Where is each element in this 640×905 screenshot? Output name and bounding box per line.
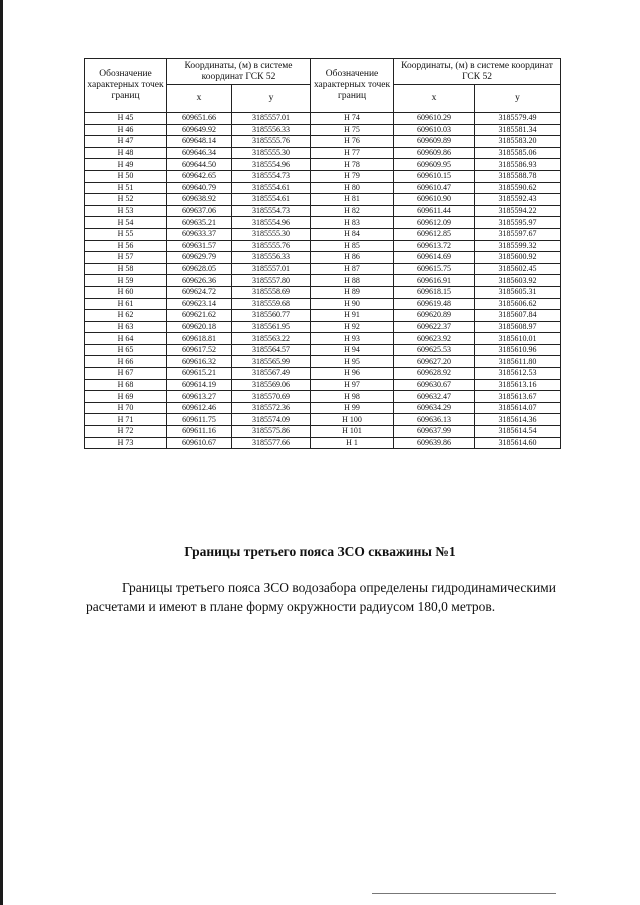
y-coordinate-cell: 3185614.36 [475, 414, 561, 426]
y-coordinate-cell: 3185613.16 [475, 379, 561, 391]
x-coordinate-cell: 609616.91 [394, 275, 475, 287]
table-row [85, 414, 561, 426]
point-column-header: Обозначение характерных точек границ [311, 59, 394, 113]
y-coordinate-cell: 3185585.06 [475, 147, 561, 159]
table-row [85, 217, 561, 229]
x-coordinate-cell: 609619.48 [394, 298, 475, 310]
y-coordinate-cell: 3185590.62 [475, 182, 561, 194]
table-row [85, 286, 561, 298]
y-coordinate-cell: 3185581.34 [475, 124, 561, 136]
point-id-cell: Н 100 [311, 414, 394, 426]
y-coordinate-cell: 3185555.76 [232, 240, 311, 252]
point-id-cell: Н 68 [85, 379, 167, 391]
y-coordinate-cell: 3185561.95 [232, 321, 311, 333]
point-id-cell: Н 101 [311, 426, 394, 438]
y-coordinate-cell: 3185613.67 [475, 391, 561, 403]
table-row [85, 368, 561, 380]
point-id-cell: Н 61 [85, 298, 167, 310]
point-id-cell: Н 82 [311, 205, 394, 217]
table-row [85, 356, 561, 368]
x-coordinate-cell: 609610.29 [394, 113, 475, 125]
y-coordinate-cell: 3185554.96 [232, 217, 311, 229]
x-coordinate-cell: 609614.19 [167, 379, 232, 391]
point-id-cell: Н 65 [85, 344, 167, 356]
point-id-cell: Н 99 [311, 402, 394, 414]
y-coordinate-cell: 3185603.92 [475, 275, 561, 287]
point-id-cell: Н 96 [311, 368, 394, 380]
point-id-cell: Н 75 [311, 124, 394, 136]
point-id-cell: Н 70 [85, 402, 167, 414]
coords-column-header: Координаты, (м) в системе координат ГСК 52 [167, 59, 311, 85]
table-row [85, 205, 561, 217]
y-coordinate-cell: 3185565.99 [232, 356, 311, 368]
coordinates-table-body [85, 113, 561, 449]
y-coordinate-cell: 3185554.73 [232, 170, 311, 182]
table-row [85, 402, 561, 414]
table-row [85, 170, 561, 182]
y-column-header: y [475, 85, 561, 113]
x-column-header: x [394, 85, 475, 113]
x-coordinate-cell: 609630.67 [394, 379, 475, 391]
x-coordinate-cell: 609620.89 [394, 310, 475, 322]
point-id-cell: Н 47 [85, 136, 167, 148]
y-coordinate-cell: 3185556.33 [232, 124, 311, 136]
table-row [85, 298, 561, 310]
point-id-cell: Н 49 [85, 159, 167, 171]
point-id-cell: Н 64 [85, 333, 167, 345]
table-row [85, 379, 561, 391]
point-id-cell: Н 58 [85, 263, 167, 275]
y-coordinate-cell: 3185559.68 [232, 298, 311, 310]
y-coordinate-cell: 3185608.97 [475, 321, 561, 333]
table-row [85, 194, 561, 206]
x-coordinate-cell: 609636.13 [394, 414, 475, 426]
x-coordinate-cell: 609642.65 [167, 170, 232, 182]
x-coordinate-cell: 609618.15 [394, 286, 475, 298]
x-coordinate-cell: 609648.14 [167, 136, 232, 148]
y-coordinate-cell: 3185614.54 [475, 426, 561, 438]
coordinates-table [84, 58, 561, 449]
y-coordinate-cell: 3185558.69 [232, 286, 311, 298]
x-coordinate-cell: 609627.20 [394, 356, 475, 368]
table-row [85, 426, 561, 438]
y-coordinate-cell: 3185570.69 [232, 391, 311, 403]
x-coordinate-cell: 609646.34 [167, 147, 232, 159]
x-coordinate-cell: 609629.79 [167, 252, 232, 264]
point-id-cell: Н 45 [85, 113, 167, 125]
point-id-cell: Н 56 [85, 240, 167, 252]
point-id-cell: Н 81 [311, 194, 394, 206]
point-id-cell: Н 74 [311, 113, 394, 125]
table-row [85, 113, 561, 125]
point-id-cell: Н 60 [85, 286, 167, 298]
x-coordinate-cell: 609637.06 [167, 205, 232, 217]
y-coordinate-cell: 3185567.49 [232, 368, 311, 380]
y-coordinate-cell: 3185555.30 [232, 228, 311, 240]
x-coordinate-cell: 609637.99 [394, 426, 475, 438]
x-coordinate-cell: 609616.32 [167, 356, 232, 368]
x-column-header: x [167, 85, 232, 113]
point-id-cell: Н 83 [311, 217, 394, 229]
y-coordinate-cell: 3185588.78 [475, 170, 561, 182]
point-id-cell: Н 78 [311, 159, 394, 171]
table-row [85, 124, 561, 136]
x-coordinate-cell: 609638.92 [167, 194, 232, 206]
table-row [85, 240, 561, 252]
point-id-cell: Н 53 [85, 205, 167, 217]
x-coordinate-cell: 609649.92 [167, 124, 232, 136]
y-coordinate-cell: 3185599.32 [475, 240, 561, 252]
point-id-cell: Н 93 [311, 333, 394, 345]
point-id-cell: Н 88 [311, 275, 394, 287]
table-row [85, 136, 561, 148]
y-coordinate-cell: 3185563.22 [232, 333, 311, 345]
y-coordinate-cell: 3185597.67 [475, 228, 561, 240]
y-coordinate-cell: 3185554.61 [232, 194, 311, 206]
y-coordinate-cell: 3185610.01 [475, 333, 561, 345]
table-row [85, 263, 561, 275]
x-coordinate-cell: 609633.37 [167, 228, 232, 240]
section-title: Границы третьего пояса ЗСО скважины №1 [184, 544, 456, 559]
x-coordinate-cell: 609644.50 [167, 159, 232, 171]
x-coordinate-cell: 609625.53 [394, 344, 475, 356]
table-row [85, 391, 561, 403]
x-coordinate-cell: 609615.75 [394, 263, 475, 275]
point-id-cell: Н 77 [311, 147, 394, 159]
x-coordinate-cell: 609621.62 [167, 310, 232, 322]
scan-edge [0, 0, 3, 905]
point-id-cell: Н 80 [311, 182, 394, 194]
x-coordinate-cell: 609634.29 [394, 402, 475, 414]
x-coordinate-cell: 609609.89 [394, 136, 475, 148]
y-coordinate-cell: 3185574.09 [232, 414, 311, 426]
x-coordinate-cell: 609622.37 [394, 321, 475, 333]
point-id-cell: Н 94 [311, 344, 394, 356]
table-row [85, 252, 561, 264]
point-id-cell: Н 62 [85, 310, 167, 322]
x-coordinate-cell: 609651.66 [167, 113, 232, 125]
point-id-cell: Н 1 [311, 437, 394, 449]
y-coordinate-cell: 3185607.84 [475, 310, 561, 322]
table-row [85, 333, 561, 345]
y-column-header: y [232, 85, 311, 113]
y-coordinate-cell: 3185575.86 [232, 426, 311, 438]
point-id-cell: Н 97 [311, 379, 394, 391]
x-coordinate-cell: 609635.21 [167, 217, 232, 229]
table-row [85, 344, 561, 356]
coords-column-header: Координаты, (м) в системе координат ГСК 52 [394, 59, 561, 85]
table-row [85, 147, 561, 159]
y-coordinate-cell: 3185572.36 [232, 402, 311, 414]
point-id-cell: Н 98 [311, 391, 394, 403]
table-row [85, 182, 561, 194]
x-coordinate-cell: 609610.67 [167, 437, 232, 449]
x-coordinate-cell: 609640.79 [167, 182, 232, 194]
table-row [85, 228, 561, 240]
table-row [85, 437, 561, 449]
y-coordinate-cell: 3185557.01 [232, 113, 311, 125]
x-coordinate-cell: 609639.86 [394, 437, 475, 449]
y-coordinate-cell: 3185569.06 [232, 379, 311, 391]
y-coordinate-cell: 3185606.62 [475, 298, 561, 310]
y-coordinate-cell: 3185614.60 [475, 437, 561, 449]
y-coordinate-cell: 3185554.73 [232, 205, 311, 217]
point-id-cell: Н 48 [85, 147, 167, 159]
x-coordinate-cell: 609632.47 [394, 391, 475, 403]
table-row [85, 275, 561, 287]
y-coordinate-cell: 3185600.92 [475, 252, 561, 264]
y-coordinate-cell: 3185612.53 [475, 368, 561, 380]
point-id-cell: Н 59 [85, 275, 167, 287]
point-id-cell: Н 63 [85, 321, 167, 333]
y-coordinate-cell: 3185605.31 [475, 286, 561, 298]
x-coordinate-cell: 609631.57 [167, 240, 232, 252]
point-id-cell: Н 73 [85, 437, 167, 449]
y-coordinate-cell: 3185564.57 [232, 344, 311, 356]
point-column-header: Обозначение характерных точек границ [85, 59, 167, 113]
x-coordinate-cell: 609610.15 [394, 170, 475, 182]
y-coordinate-cell: 3185594.22 [475, 205, 561, 217]
x-coordinate-cell: 609628.05 [167, 263, 232, 275]
x-coordinate-cell: 609612.46 [167, 402, 232, 414]
y-coordinate-cell: 3185583.20 [475, 136, 561, 148]
point-id-cell: Н 86 [311, 252, 394, 264]
x-coordinate-cell: 609617.52 [167, 344, 232, 356]
point-id-cell: Н 90 [311, 298, 394, 310]
y-coordinate-cell: 3185555.76 [232, 136, 311, 148]
x-coordinate-cell: 609611.44 [394, 205, 475, 217]
point-id-cell: Н 46 [85, 124, 167, 136]
y-coordinate-cell: 3185610.96 [475, 344, 561, 356]
y-coordinate-cell: 3185557.80 [232, 275, 311, 287]
y-coordinate-cell: 3185554.96 [232, 159, 311, 171]
y-coordinate-cell: 3185592.43 [475, 194, 561, 206]
x-coordinate-cell: 609611.16 [167, 426, 232, 438]
y-coordinate-cell: 3185602.45 [475, 263, 561, 275]
point-id-cell: Н 79 [311, 170, 394, 182]
section-paragraph: Границы третьего пояса ЗСО водозабора определены гидродинамическими расчетами и имеют в плане форму окружности радиусом 180,0 метров. [86, 580, 556, 614]
y-coordinate-cell: 3185611.80 [475, 356, 561, 368]
point-id-cell: Н 87 [311, 263, 394, 275]
y-coordinate-cell: 3185554.61 [232, 182, 311, 194]
x-coordinate-cell: 609614.69 [394, 252, 475, 264]
x-coordinate-cell: 609618.81 [167, 333, 232, 345]
point-id-cell: Н 92 [311, 321, 394, 333]
x-coordinate-cell: 609611.75 [167, 414, 232, 426]
point-id-cell: Н 66 [85, 356, 167, 368]
y-coordinate-cell: 3185614.07 [475, 402, 561, 414]
y-coordinate-cell: 3185560.77 [232, 310, 311, 322]
x-coordinate-cell: 609626.36 [167, 275, 232, 287]
x-coordinate-cell: 609624.72 [167, 286, 232, 298]
point-id-cell: Н 84 [311, 228, 394, 240]
x-coordinate-cell: 609628.92 [394, 368, 475, 380]
point-id-cell: Н 50 [85, 170, 167, 182]
x-coordinate-cell: 609623.14 [167, 298, 232, 310]
y-coordinate-cell: 3185586.93 [475, 159, 561, 171]
x-coordinate-cell: 609610.47 [394, 182, 475, 194]
point-id-cell: Н 51 [85, 182, 167, 194]
point-id-cell: Н 69 [85, 391, 167, 403]
y-coordinate-cell: 3185557.01 [232, 263, 311, 275]
point-id-cell: Н 91 [311, 310, 394, 322]
x-coordinate-cell: 609613.27 [167, 391, 232, 403]
y-coordinate-cell: 3185595.97 [475, 217, 561, 229]
table-row [85, 310, 561, 322]
bottom-rule [372, 893, 556, 894]
x-coordinate-cell: 609612.85 [394, 228, 475, 240]
point-id-cell: Н 72 [85, 426, 167, 438]
x-coordinate-cell: 609609.86 [394, 147, 475, 159]
point-id-cell: Н 57 [85, 252, 167, 264]
point-id-cell: Н 89 [311, 286, 394, 298]
x-coordinate-cell: 609612.09 [394, 217, 475, 229]
point-id-cell: Н 67 [85, 368, 167, 380]
x-coordinate-cell: 609609.95 [394, 159, 475, 171]
y-coordinate-cell: 3185577.66 [232, 437, 311, 449]
point-id-cell: Н 55 [85, 228, 167, 240]
point-id-cell: Н 52 [85, 194, 167, 206]
point-id-cell: Н 76 [311, 136, 394, 148]
y-coordinate-cell: 3185579.49 [475, 113, 561, 125]
table-row [85, 321, 561, 333]
y-coordinate-cell: 3185556.33 [232, 252, 311, 264]
y-coordinate-cell: 3185555.30 [232, 147, 311, 159]
x-coordinate-cell: 609623.92 [394, 333, 475, 345]
point-id-cell: Н 71 [85, 414, 167, 426]
x-coordinate-cell: 609620.18 [167, 321, 232, 333]
point-id-cell: Н 54 [85, 217, 167, 229]
point-id-cell: Н 95 [311, 356, 394, 368]
point-id-cell: Н 85 [311, 240, 394, 252]
x-coordinate-cell: 609610.90 [394, 194, 475, 206]
x-coordinate-cell: 609615.21 [167, 368, 232, 380]
table-row [85, 159, 561, 171]
x-coordinate-cell: 609610.03 [394, 124, 475, 136]
x-coordinate-cell: 609613.72 [394, 240, 475, 252]
